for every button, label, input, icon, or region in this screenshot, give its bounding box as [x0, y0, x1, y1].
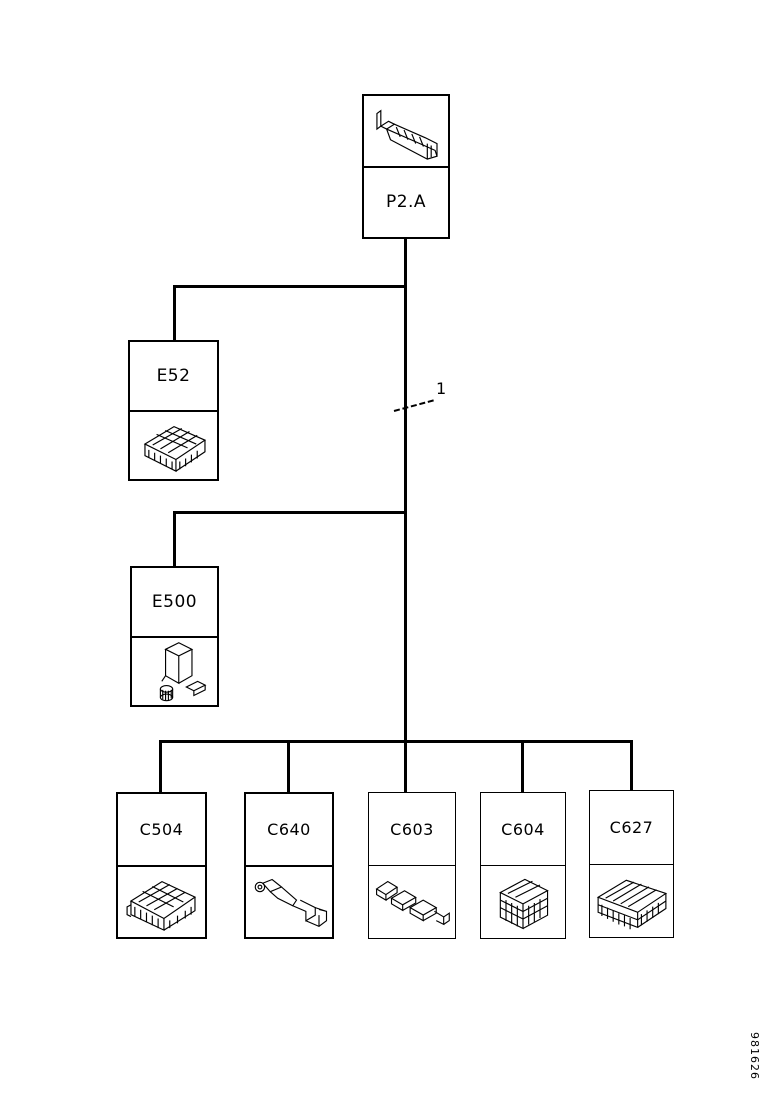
node-e500-label-cell: [132, 568, 217, 636]
node-c627: [589, 790, 674, 938]
branch-e52-horizontal-line: [173, 285, 407, 288]
drop-c640-line: [287, 740, 290, 793]
bottom-bus-line: [159, 740, 633, 743]
terminal-strip-icon: [371, 872, 453, 932]
node-c640: [244, 792, 334, 939]
node-c504-icon-cell: [118, 865, 205, 938]
node-c603: [368, 792, 456, 939]
node-c604-label: C604: [501, 819, 545, 839]
node-c604-label-cell: [481, 793, 565, 865]
node-e500: [130, 566, 219, 707]
branch-e52-vertical-line: [173, 285, 176, 341]
drop-c603-line: [404, 740, 407, 793]
connector-block-icon: [488, 868, 558, 936]
node-c504-label: C504: [139, 819, 184, 839]
node-c603-label: C603: [390, 819, 434, 839]
leader-line: [394, 399, 434, 412]
figure-number: 981626: [748, 1032, 761, 1080]
drop-c604-line: [521, 740, 524, 793]
node-e52: [128, 340, 219, 481]
node-c504: [116, 792, 207, 939]
node-e500-label: E500: [151, 591, 198, 612]
node-c603-label-cell: [369, 793, 455, 865]
node-c627-label: C627: [609, 817, 654, 837]
connector-block-icon: [592, 869, 672, 933]
node-p2a-label: P2.A: [385, 192, 427, 213]
node-c604: [480, 792, 566, 939]
node-p2a-icon-cell: [364, 96, 448, 166]
connector-block-icon: [123, 870, 201, 934]
branch-e500-horizontal-line: [173, 511, 407, 514]
node-c504-label-cell: [118, 794, 205, 865]
node-e52-icon-cell: [130, 410, 217, 480]
branch-e500-vertical-line: [173, 511, 176, 567]
trunk-line: [404, 238, 407, 742]
node-c640-label: C640: [267, 819, 311, 839]
harness-annotation: 1: [436, 379, 447, 398]
crimp-terminal-icon: [367, 100, 445, 162]
node-c604-icon-cell: [481, 865, 565, 938]
node-p2a-label-cell: [364, 166, 448, 238]
drop-c504-line: [159, 740, 162, 793]
node-c640-icon-cell: [246, 865, 332, 938]
terminal-bracket-icon: [249, 872, 329, 932]
node-e52-label: E52: [156, 365, 191, 386]
node-c627-label-cell: [590, 791, 673, 864]
node-e500-icon-cell: [132, 636, 217, 706]
node-c627-icon-cell: [590, 864, 673, 938]
relay-icon: [136, 638, 214, 704]
node-e52-label-cell: [130, 342, 217, 410]
node-c640-label-cell: [246, 794, 332, 865]
node-p2a: [362, 94, 450, 239]
drop-c627-line: [630, 740, 633, 791]
connector-block-icon: [135, 415, 213, 475]
node-c603-icon-cell: [369, 865, 455, 938]
